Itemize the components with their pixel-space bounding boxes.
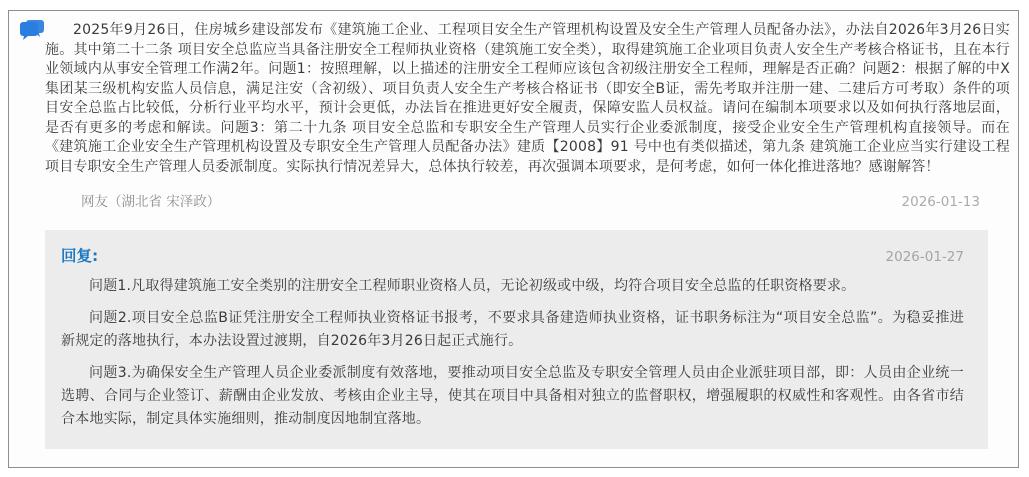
question-section <box>9 11 1018 210</box>
question-author: 网友（湖北省 宋泽政） <box>81 194 221 210</box>
reply-section <box>45 230 988 449</box>
comment-bubble-icon <box>19 18 45 42</box>
question-text: 2025年9月26日，住房城乡建设部发布《建筑施工企业、工程项目安全生产管理机构设置及安全生产管理人员配备办法》，办法自2026年3月26日实施。其中第二十二条 项目安全总监应当具备注册安全工程师执业资格（建筑施工安全类），取得建筑施工企业项目负责人安全生产考核合格证书，且在本行业领域内从事安全管理工作满2年。问题1：按照理解，以上描述的注册安全工程师应该包含初级注册安全工程师，理解是否正确？问题2：根据了解的中X集团某三级机构安监人员信息，满足注安（含初级）、项目负责人安全生产考核合格证书（即安全B证，需先考取并注册一建、二建后方可考取）条件的项目安全总监占比较低，分析行业平均水平，预计会更低，办法旨在推进更好安全履责，保障安监人员权益。请问在编制本项要求以及如何执行落地层面，是否有更多的考虑和解读。问题3：第二十九条 项目安全总监和专职安全生产管理人员实行企业委派制度，接受企业安全生产管理机构直接领导。而在《建筑施工企业安全生产管理机构设置及专职安全生产管理人员配备办法》建质【2008】91 号中也有类似描述，第九条 建筑施工企业应当实行建设工程项目专职安全生产管理人员委派制度。实际执行情况差异大，总体执行较差，再次强调本项要求，是何考虑，如何一体化推进落地？感谢解答！ <box>45 22 1010 175</box>
question-meta <box>45 190 1010 210</box>
reply-header <box>61 244 964 266</box>
page-frame <box>8 10 1019 468</box>
reply-paragraph: 问题3.为确保安全生产管理人员企业委派制度有效落地，要推动项目安全总监及专职安全管理人员由企业派驻项目部，即：人员由企业统一选聘、合同与企业签订、薪酬由企业发放、考核由企业主导，使其在项目中具备相对独立的监督职权，增强履职的权威性和客观性。由各省市结合本地实际，制定具体实施细则，推动制度因地制宜落地。 <box>61 365 964 427</box>
reply-label: 回复: <box>61 247 99 265</box>
question-date: 2026-01-13 <box>901 194 980 210</box>
reply-paragraph: 问题2.项目安全总监B证凭注册安全工程师执业资格证书报考，不要求具备建造师执业资格，证书职务标注为“项目安全总监”。为稳妥推进新规定的落地执行，本办法设置过渡期，自2026年3月26日起正式施行。 <box>61 310 964 349</box>
reply-paragraph: 问题1.凡取得建筑施工安全类别的注册安全工程师职业资格人员，无论初级或中级，均符合项目安全总监的任职资格要求。 <box>89 278 856 294</box>
reply-date: 2026-01-27 <box>885 249 964 265</box>
